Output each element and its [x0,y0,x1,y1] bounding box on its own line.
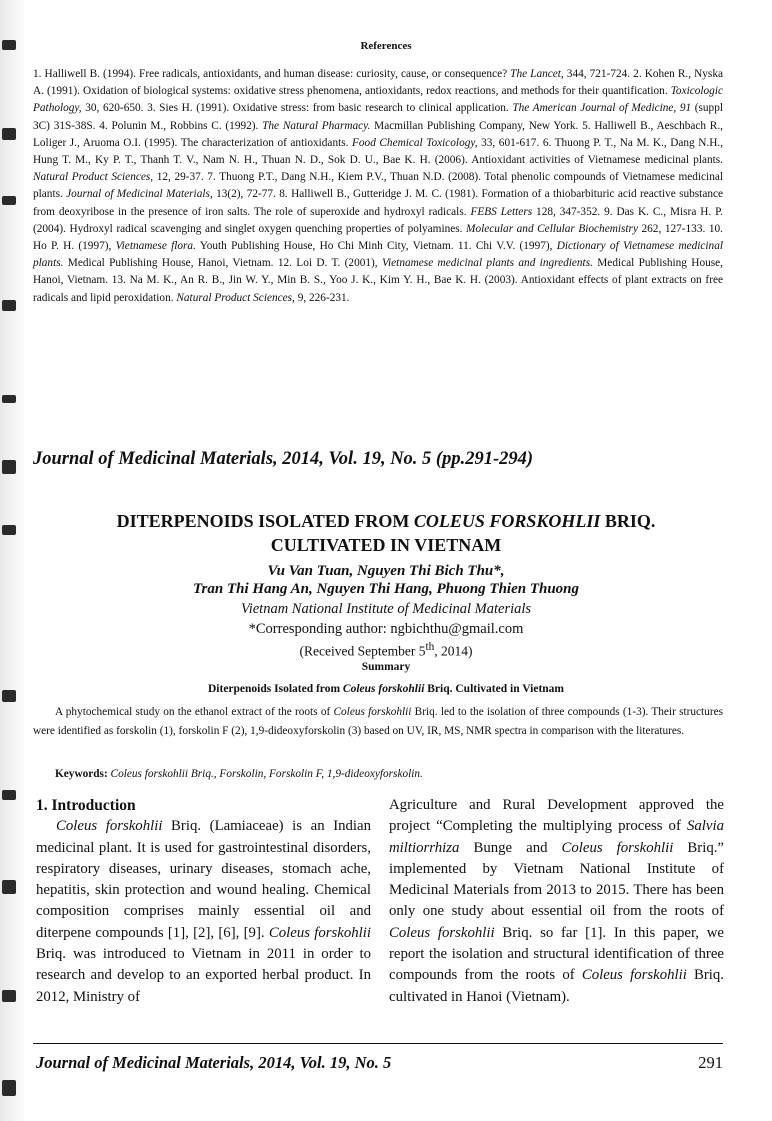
reference-text: Macmillan Publishing Company, New York. [370,119,579,132]
abstract-text [33,703,723,741]
abstract-species: Coleus forskohlii [333,706,412,718]
summary-heading: Summary [361,661,411,673]
keywords-label: Keywords: [55,768,108,780]
abstract-part: Briq. led to the isolation of three compounds (1-3). Their structures were identified as forskolin (1), forskolin F (2), 1,9-dideoxyforskolin (3) based on UV, IR, MS, NMR spectra in comparison with the literatures. [33,706,723,737]
corresponding-author: *Corresponding author: ngbichthu@gmail.com [248,621,524,637]
reference-text: 10. Ho P. H. (1997), [33,222,723,253]
binding-mark [2,1080,16,1096]
references-list [33,66,723,307]
intro-text: Agriculture and Rural Development approved the project “Completing the multiplying process of [389,797,724,835]
reference-text: 1. Halliwell B. (1994). Free radicals, antioxidants, and human disease: curiosity, cause, or consequence? [33,68,511,80]
reference-journal: Natural Product Sciences, [176,291,295,304]
reference-journal: Molecular and Cellular Biochemistry [466,222,638,235]
reference-journal: The American Journal of Medicine, 91 [512,102,692,115]
reference-text: 5. Halliwell B., Aeschbach R., Loliger J., Aruoma O.I. (1995). The characterization of antioxidants. [33,119,723,149]
reference-journal: Journal of Medicinal Materials, [66,188,213,201]
authors [0,562,772,598]
reference-text: 4. Polunin M., Robbins C. (1992). [95,119,263,132]
reference-text: 128, 347-352. [532,205,601,218]
intro-text: Briq. (Lamiaceae) is an Indian medicinal plant. It is used for gastrointestinal disorders, respiratory diseases, urinary diseases, stomach ache, hepatitis, skin protection and wound healing. Chemical composition comprises mainly essential oil and diterpene compounds [1], [2], [6], [9]. [36,818,372,941]
title-species: COLEUS FORSKOHLII [413,511,601,531]
reference-text: 262, 127-133. [637,222,706,235]
intro-right-column [389,795,724,1008]
reference-text: 2. Kohen R., Nyska A. (1991). Oxidation of biological systems: oxidative stress phenomena, antioxidants, redox reactions, and methods for their quantification. [33,68,723,98]
reference-text: 12, 29-37. [153,171,204,184]
species-name: Salvia miltiorrhiza [389,818,724,856]
affiliation: Vietnam National Institute of Medicinal Materials [240,601,532,617]
reference-text: 33, 601-617. [477,136,540,149]
binding-mark [2,880,16,894]
title-part: DITERPENOIDS ISOLATED FROM [116,511,414,531]
binding-mark [2,460,16,474]
keywords [55,766,715,783]
reference-text: 9. Das K. C., Misra H. P. (2004). Hydroxyl radical scavenging and singlet oxygen quenching properties of polyamines. [33,205,724,235]
summary-title-part: Briq. Cultivated in Vietnam [424,683,564,695]
intro-paragraph [36,816,371,1008]
reference-text: 8. Halliwell B., Gutteridge J. M. C. (1981). Formation of a thiobarbituric acid reactive substance from deoxyribose in the presence of iron salts. The role of superoxide and hydroxyl radicals. [33,188,724,218]
binding-mark [2,790,16,800]
reference-text: Youth Publishing House, Ho Chi Minh City, Vietnam. [195,240,454,253]
reference-text: 6. Thuong P. T., Na M. K., Dang N.H., Hung T. M., Ky P. T., Thanh T. V., Nam N. H., Thuan N. D., Sok D. U., Bae K. H. (2006). Antioxidant activities of Vietnamese medicinal plants. [33,136,724,167]
received-text: , 2014) [434,643,473,659]
reference-text: 3. Sies H. (1991). Oxidative stress: from basic research to clinical application. [143,102,513,115]
reference-text: 9, 226-231. [294,291,350,304]
section-heading-introduction: 1. Introduction [36,797,136,814]
authors-line: Vu Van Tuan, Nguyen Thi Bich Thu*, [267,563,505,579]
summary-title-part: Diterpenoids Isolated from [208,683,343,695]
intro-text: Briq. so far [1]. In this paper, we report the isolation and structural identification of three compounds from the roots of [389,924,724,984]
species-name: Coleus forskohlii [268,924,371,941]
title-part: BRIQ. [600,511,656,531]
reference-journal: Natural Product Sciences, [33,171,154,184]
binding-mark [2,395,16,403]
reference-journal: The Natural Pharmacy. [262,119,371,132]
binding-mark [2,128,16,140]
page-number: 291 [698,1053,723,1072]
intro-paragraph [389,795,724,1008]
footer-journal: Journal of Medicinal Materials, 2014, Vol. 19, No. 5 [36,1053,392,1072]
reference-text: (suppl 3C) 31S-38S. [33,102,723,132]
summary-title-species: Coleus forskohlii [342,683,425,695]
reference-journal: Dictionary of Vietnamese medicinal plants. [33,240,723,270]
scanned-binding-edge [0,0,26,1121]
title-line2: CULTIVATED IN VIETNAM [270,535,502,555]
summary-title [0,683,772,695]
reference-text: Medical Publishing House, Hanoi, Vietnam. [33,257,723,287]
footer-rule [33,1043,723,1044]
reference-text: 13. Na M. K., An R. B., Jin W. Y., Min B. S., Yoo J. K., Kim Y. H., Bae K. H. (2003). Antioxidant effects of plant extracts on free radicals and lipid peroxidation. [33,274,723,304]
reference-journal: Toxicologic Pathology, [33,85,723,115]
reference-text: 7. Thuong P.T., Dang N.H., Kiem P.V., Thuan N.D. (2008). Total phenolic compounds of Vietnamese medicinal plants. [33,171,723,201]
reference-journal: FEBS Letters [470,205,533,218]
received-date [0,638,772,661]
intro-text: Briq.” implemented by Vietnam National Institute of Medicinal Materials from 2013 to 2015. There has been only one study about essential oil from the roots of [389,839,724,920]
reference-journal: The Lancet, [510,68,564,80]
reference-journal: Vietnamese flora. [115,240,196,253]
received-sup: th [425,641,435,653]
reference-text: 11. Chi V.V. (1997), [453,240,557,253]
intro-left-column [36,795,371,1008]
binding-mark [2,300,16,311]
journal-header: Journal of Medicinal Materials, 2014, Vol. 19, No. 5 (pp.291-294) [33,449,534,469]
article-title [0,509,772,557]
intro-text: Bunge and [459,839,562,856]
received-text: (Received September 5 [299,643,426,659]
reference-journal: Food Chemical Toxicology, [352,136,478,149]
reference-text: 12. Loi D. T. (2001), [273,257,382,270]
species-name: Coleus forskohlii [561,839,674,856]
binding-mark [2,196,16,205]
authors-line: Tran Thi Hang An, Nguyen Thi Hang, Phuong Thien Thuong [192,581,580,597]
reference-text: 13(2), 72-77. [212,188,276,201]
reference-text: 344, 721-724. [563,68,631,80]
binding-mark [2,990,16,1002]
intro-text: Briq. was introduced to Vietnam in 2011 in order to research and develop to an exported herbal product. In 2012, Ministry of [36,946,371,1005]
keywords-list: Coleus forskohlii Briq., Forskolin, Forskolin F, 1,9-dideoxyforskolin. [107,768,423,780]
references-heading: References [360,40,412,52]
species-name: Coleus forskohlii [56,818,163,835]
abstract-part: A phytochemical study on the ethanol extract of the roots of [55,706,334,718]
species-name: Coleus forskohlii [581,967,687,984]
species-name: Coleus forskohlii [389,924,495,941]
reference-journal: Vietnamese medicinal plants and ingredients. [381,257,593,270]
reference-text: Medical Publishing House, Hanoi, Vietnam. [63,257,274,270]
reference-text: 30, 620-650. [81,102,144,115]
intro-text: Briq. cultivated in Hanoi (Vietnam). [389,967,724,1005]
